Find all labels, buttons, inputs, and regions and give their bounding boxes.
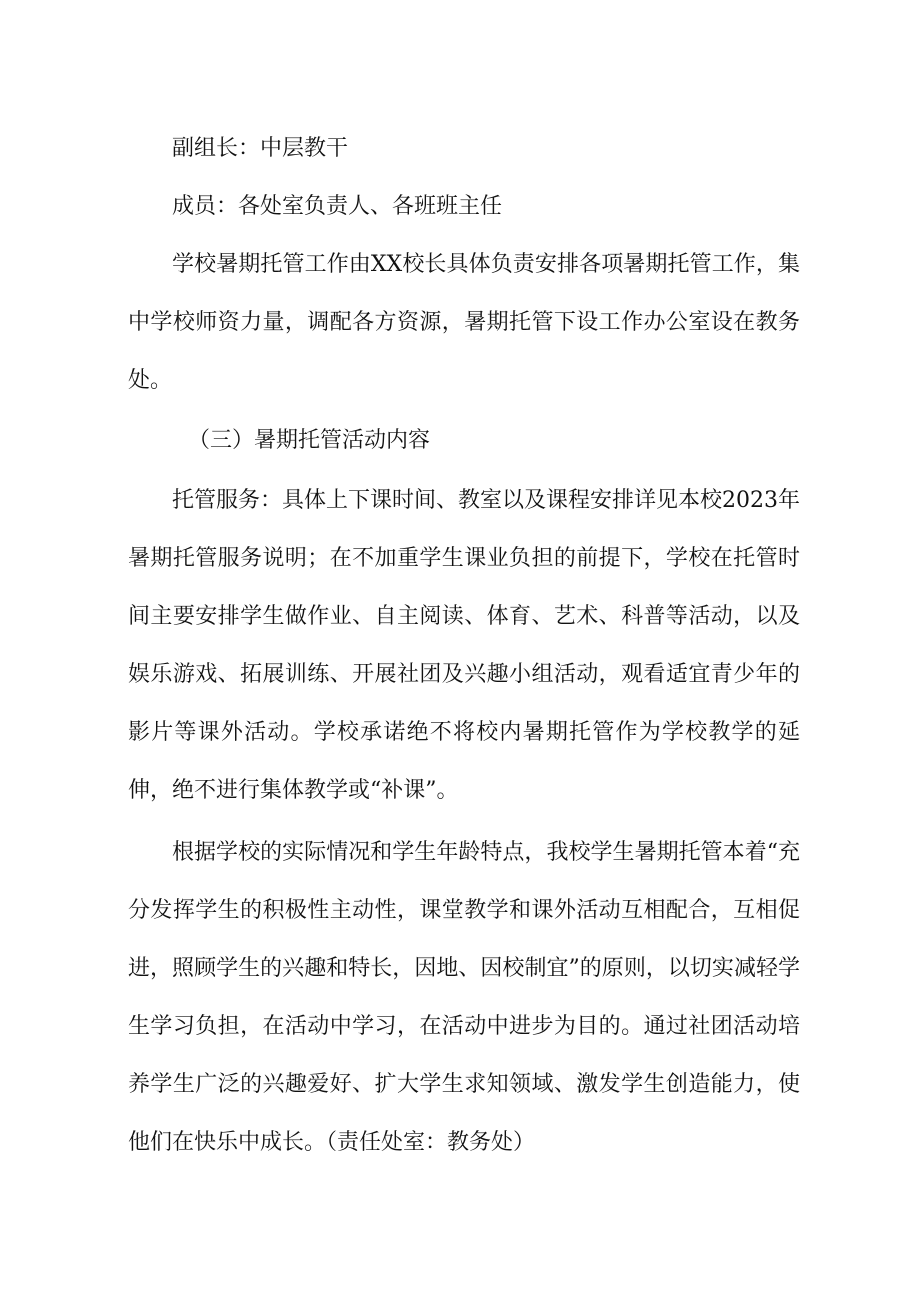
paragraph-deputy-leader: 副组长：中层教干	[172, 136, 349, 161]
paragraph-principles: 根据学校的实际情况和学生年龄特点，我校学生暑期托管本着“充分发挥学生的积极性主动性，课堂教学和课外活动互相配合，互相促进，照顾学生的兴趣和特长，因地、因校制宜”的原则，以切实减轻学生学习负担，在活动中学习，在活动中进步为目的。通过社团活动培养学生广泛的兴趣爱好、扩大学生求知领域、激发学生创造能力，使他们在快乐中成长。（责任处室：教务处）	[128, 840, 800, 1155]
section-heading: （三）暑期托管活动内容	[188, 428, 431, 453]
document-body	[128, 120, 800, 1172]
paragraph-services: 托管服务：具体上下课时间、教室以及课程安排详见本校2023年暑期托管服务说明；在不加重学生课业负担的前提下，学校在托管时间主要安排学生做作业、自主阅读、体育、艺术、科普等活动，以及娱乐游戏、拓展训练、开展社团及兴趣小组活动，观看适宜青少年的影片等课外活动。学校承诺绝不将校内暑期托管作为学校教学的延伸，绝不进行集体教学或“补课”。	[128, 488, 800, 803]
paragraph-organization: 学校暑期托管工作由XX校长具体负责安排各项暑期托管工作，集中学校师资力量，调配各方资源，暑期托管下设工作办公室设在教务处。	[128, 252, 800, 393]
paragraph-members: 成员：各处室负责人、各班班主任	[172, 194, 503, 219]
